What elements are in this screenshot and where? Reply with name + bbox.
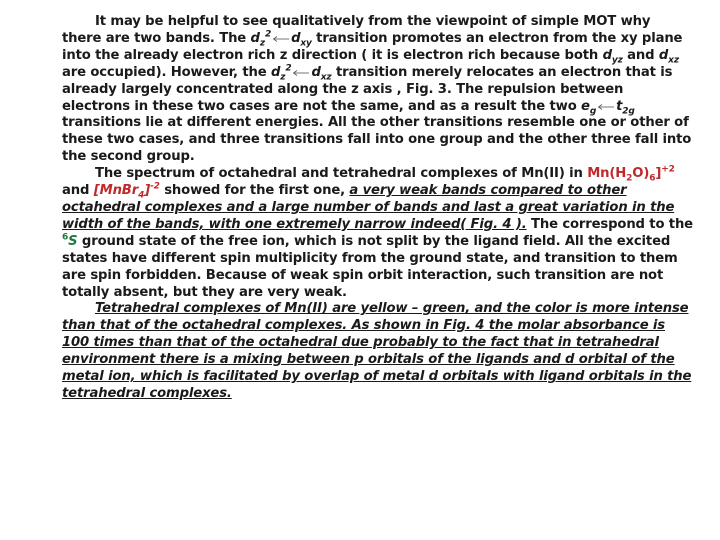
text-run: and: [622, 47, 659, 63]
formula-mn-h2o6: $Mn(H_2O)_6]^{+2}$: [587, 164, 675, 184]
text-run: are occupied). However, the: [62, 64, 271, 80]
term-t2g: $t_{2g}$: [616, 98, 635, 117]
body-text: [62, 14, 694, 403]
transition-arrow-icon: [597, 104, 615, 110]
text-run: showed for the first one,: [159, 183, 350, 199]
term-eg: $e_g$: [581, 98, 597, 117]
text-run: It may be helpful to see qualitatively from the viewpoint of simple MOT why there are two bands. The: [62, 14, 651, 46]
paragraph-mn-spectrum: [62, 166, 694, 301]
orbital-dyz: $d_{yz}$: [602, 47, 623, 66]
text-run: The spectrum of octahedral and tetrahedral complexes of Mn(II) in: [95, 166, 588, 182]
orbital-dz2: $d_z^2$: [250, 29, 272, 49]
text-run: ground state of the free ion, which is not split by the ligand field. All the excited states have different spin multiplicity from the ground state, and transition to them are spin forbidden. Because of weak spin orbit interaction, such transition are not totally absent, but they are very weak.: [62, 233, 678, 300]
text-run: and: [62, 183, 94, 199]
underlined-text: a very weak bands compared to other octahedral complexes and a large number of bands and last a great variation in the width of the bands, with one extremely narrow indeed( Fig. 4 ).: [62, 183, 675, 232]
orbital-dxy: $d_{xy}$: [291, 30, 312, 49]
transition-arrow-icon: [272, 36, 290, 42]
paragraph-tetrahedral: [62, 301, 694, 402]
transition-arrow-icon: [292, 70, 310, 76]
formula-mnbr4: [MnBr$_4$]$^{-2}$: [93, 181, 160, 201]
text-run: transition promotes an electron from the xy plane into the already electron rich z direction ( it is electron rich because both: [62, 30, 683, 63]
text-run: transition merely relocates an electron that is already largely concentrated along the z axis , Fig. 3. The repulsion between electrons in these two cases are not the same, and as a result the two: [62, 64, 673, 114]
paragraph-mot-bands: [62, 14, 694, 166]
orbital-dxz: $d_{xz}$: [311, 64, 332, 83]
underlined-text: Tetrahedral complexes of Mn(II) are yellow – green, and the color is more intense than that of the octahedral complexes. As shown in Fig. 4 the molar absorbance is 100 times than that of the octahedral due probably to the fact that in tetrahedral environment there is a mixing between p orbitals of the ligands and d orbital of the metal ion, which is facilitated by overlap of metal d orbitals with ligand orbitals in the tetrahedral complexes.: [62, 301, 692, 401]
text-run: transitions lie at different energies. All the other transitions resemble one or other of these two cases, and three transitions fall into one group and the other three fall into the second group.: [62, 115, 692, 165]
orbital-dz2: $d_z^2$: [270, 63, 292, 83]
text-run: The correspond to the: [526, 216, 693, 232]
orbital-dxz: $d_{xz}$: [658, 47, 679, 66]
term-6s: $^6$S: [62, 232, 78, 249]
